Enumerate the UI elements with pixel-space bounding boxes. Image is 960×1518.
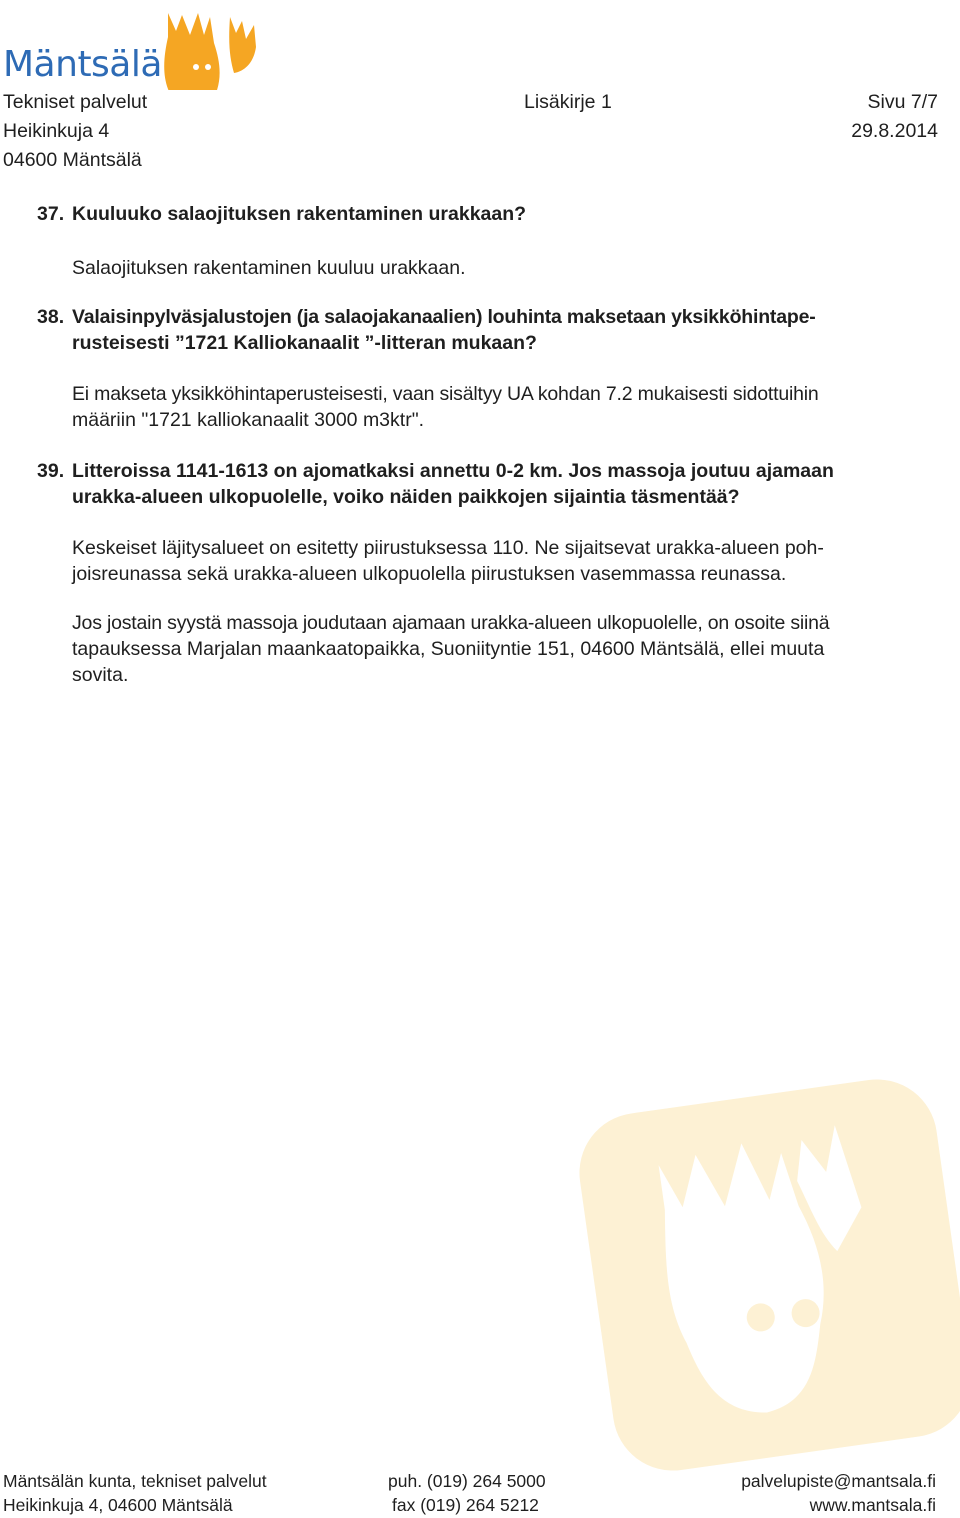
header-org: Tekniset palvelut (3, 91, 148, 113)
footer-address: Heikinkuja 4, 04600 Mäntsälä (3, 1495, 233, 1515)
question-line: urakka-alueen ulkopuolelle, voiko näiden paikkojen sijaintia täsmentää? (72, 486, 740, 508)
answer-line: sovita. (72, 664, 129, 686)
answer-line: Ei makseta yksikköhintaperusteisesti, vaan sisältyy UA kohdan 7.2 mukaisesti sidottuihin (72, 383, 819, 405)
moose-logo-icon (160, 5, 260, 90)
question-39 (37, 458, 834, 510)
answer-line: Jos jostain syystä massoja joudutaan ajamaan urakka-alueen ulkopuolelle, on osoite siinä (72, 612, 830, 634)
logo-wordmark: Mäntsälä (3, 44, 162, 85)
answer-39-p2 (72, 610, 829, 688)
footer-web[interactable]: www.mantsala.fi (809, 1495, 936, 1515)
answer-39-p1 (72, 535, 824, 587)
answer-37 (72, 255, 466, 281)
header-doc-title: Lisäkirje 1 (524, 91, 612, 113)
mantsala-logo (0, 5, 260, 90)
footer-phone: puh. (019) 264 5000 (388, 1471, 546, 1491)
answer-line: määriin "1721 kalliokanaalit 3000 m3ktr". (72, 409, 425, 431)
answer-38 (72, 381, 819, 433)
header-postal: 04600 Mäntsälä (3, 149, 142, 171)
question-line: Litteroissa 1141-1613 on ajomatkaksi annettu 0-2 km. Jos massoja joutuu ajamaan (72, 460, 834, 482)
question-line: Kuuluuko salaojituksen rakentaminen urakkaan? (72, 203, 527, 225)
moose-watermark-icon (555, 1055, 960, 1495)
answer-line: tapauksessa Marjalan maankaatopaikka, Suoniityntie 151, 04600 Mäntsälä, ellei muuta (72, 638, 825, 660)
question-37 (37, 201, 527, 227)
header-street: Heikinkuja 4 (3, 120, 110, 142)
question-line: rusteisesti ”1721 Kalliokanaalit ”-litteran mukaan? (72, 332, 537, 354)
answer-line: Keskeiset läjitysalueet on esitetty piirustuksessa 110. Ne sijaitsevat urakka-alueen poh- (72, 537, 824, 559)
question-line: Valaisinpylväsjalustojen (ja salaojakanaalien) louhinta maksetaan yksikköhintape- (72, 306, 816, 328)
footer-fax: fax (019) 264 5212 (392, 1495, 539, 1515)
header-date: 29.8.2014 (851, 120, 938, 142)
question-number: 37. (37, 203, 65, 225)
question-number: 38. (37, 306, 65, 328)
footer-email[interactable]: palvelupiste@mantsala.fi (741, 1471, 936, 1491)
question-38 (37, 304, 816, 356)
header-page: Sivu 7/7 (867, 91, 938, 113)
answer-line: joisreunassa sekä urakka-alueen ulkopuolella piirustuksen vasemmassa reunassa. (72, 563, 787, 585)
answer-line: Salaojituksen rakentaminen kuuluu urakkaan. (72, 257, 466, 279)
footer-org: Mäntsälän kunta, tekniset palvelut (3, 1471, 267, 1491)
question-number: 39. (37, 460, 65, 482)
